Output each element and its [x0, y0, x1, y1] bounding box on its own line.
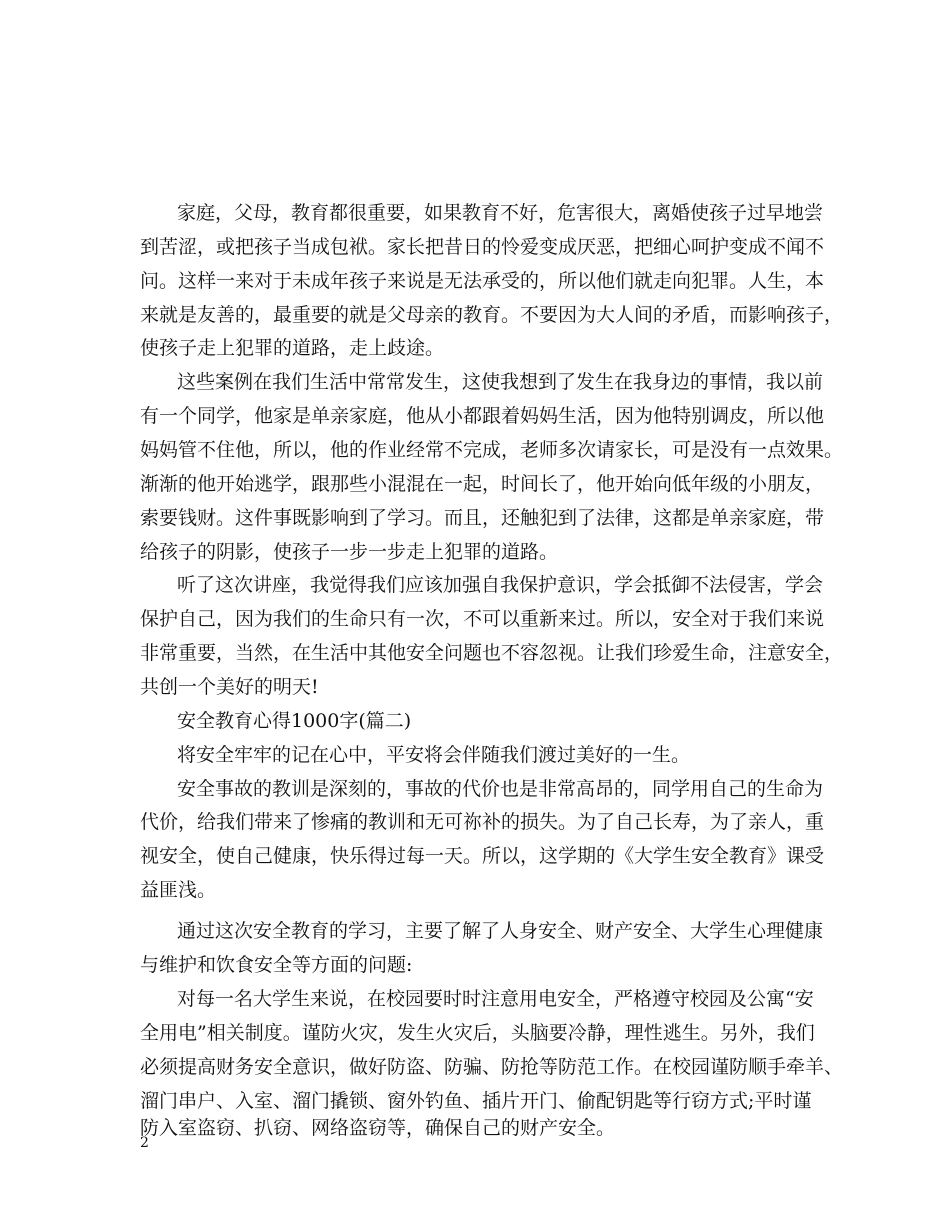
section-heading: 安全教育心得1000字(篇二) [177, 710, 412, 732]
body-text-line: 通过这次安全教育的学习，主要了解了人身安全、财产安全、大学生心理健康 [177, 920, 824, 942]
body-text-line: 溜门串户、入室、溜门撬锁、窗外钓鱼、插片开门、偷配钥匙等行窃方式;平时谨 [140, 1090, 812, 1112]
body-text-line: 视安全，使自己健康，快乐得过每一天。所以，这学期的《大学生安全教育》课受 [140, 845, 825, 867]
body-text-line: 妈妈管不住他，所以，他的作业经常不完成，老师多次请家长，可是没有一点效果。 [140, 439, 844, 461]
body-text-line: 将安全牢牢的记在心中，平安将会伴随我们渡过美好的一生。 [177, 744, 691, 766]
body-text-line: 索要钱财。这件事既影响到了学习。而且，还触犯到了法律，这都是单亲家庭，带 [140, 507, 825, 529]
body-text-line: 与维护和饮食安全等方面的问题: [140, 954, 413, 976]
body-text-line: 来就是友善的，最重要的就是父母亲的教育。不要因为大人间的矛盾，而影响孩子， [140, 304, 844, 326]
body-text-line: 使孩子走上犯罪的道路，走上歧途。 [140, 337, 445, 359]
body-text-line: 共创一个美好的明天! [140, 676, 319, 698]
body-text-line: 问。这样一来对于未成年孩子来说是无法承受的，所以他们就走向犯罪。人生，本 [140, 270, 825, 292]
body-text-line: 保护自己，因为我们的生命只有一次，不可以重新来过。所以，安全对于我们来说 [140, 608, 825, 630]
body-text-line: 到苦涩，或把孩子当成包袱。家长把昔日的怜爱变成厌恶，把细心呵护变成不闻不 [140, 236, 825, 258]
body-text-line: 安全事故的教训是深刻的，事故的代价也是非常高昂的，同学用自己的生命为 [177, 778, 824, 800]
body-text-line: 非常重要，当然，在生活中其他安全问题也不容忽视。让我们珍爱生命，注意安全， [140, 642, 844, 664]
body-text-line: 这些案例在我们生活中常常发生，这使我想到了发生在我身边的事情，我以前 [177, 371, 824, 393]
body-text-line: 必须提高财务安全意识，做好防盗、防骗、防抢等防范工作。在校园谨防顺手牵羊、 [140, 1056, 844, 1078]
page-number: 2 [140, 1135, 149, 1151]
body-text-line: 益匪浅。 [140, 879, 217, 901]
body-text-line: 渐渐的他开始逃学，跟那些小混混在一起，时间长了，他开始向低年级的小朋友， [140, 473, 825, 495]
body-text-line: 听了这次讲座，我觉得我们应该加强自我保护意识，学会抵御不法侵害，学会 [177, 574, 824, 596]
body-text-line: 防入室盗窃、扒窃、网络盗窃等，确保自己的财产安全。 [140, 1117, 616, 1139]
body-text-line: 全用电”相关制度。谨防火灾，发生火灾后，头脑要冷静，理性逃生。另外，我们 [140, 1022, 815, 1044]
body-text-line: 对每一名大学生来说，在校园要时时注意用电安全，严格遵守校园及公寓“安 [177, 988, 814, 1010]
body-text-line: 代价，给我们带来了惨痛的教训和无可祢补的损失。为了自己长寿，为了亲人，重 [140, 811, 825, 833]
body-text-line: 有一个同学，他家是单亲家庭，他从小都跟着妈妈生活，因为他特别调皮，所以他 [140, 405, 825, 427]
body-text-line: 家庭，父母，教育都很重要，如果教育不好，危害很大，离婚使孩子过早地尝 [177, 202, 824, 224]
body-text-line: 给孩子的阴影，使孩子一步一步走上犯罪的道路。 [140, 541, 559, 563]
